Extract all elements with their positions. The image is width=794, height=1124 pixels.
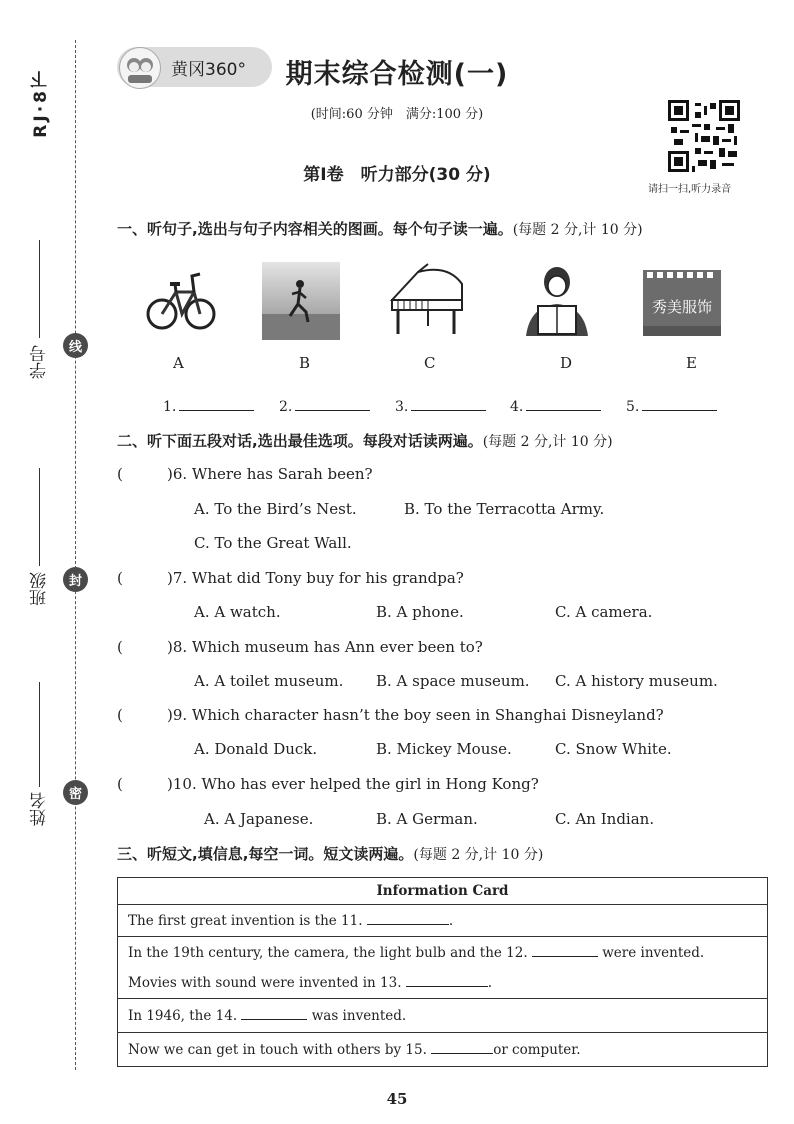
q6-option-b[interactable]: B. To the Terracotta Army. (404, 500, 605, 518)
question-10[interactable]: ( )10. Who has ever helped the girl in Hong Kong? (117, 775, 539, 793)
question-stem: )8. Which museum has Ann ever been to? (167, 638, 483, 656)
student-id-label: 学号 (30, 345, 50, 379)
question-stem: )9. Which character hasn’t the boy seen in Shanghai Disneyland? (167, 706, 664, 724)
class-label: 班级 (30, 572, 50, 606)
seal-seal-mark: 封 (63, 567, 88, 592)
part-title: 第Ⅰ卷 听力部分(30 分) (303, 165, 491, 185)
card-row-14 (118, 999, 768, 1033)
question-stem: )10. Who has ever helped the girl in Hong Kong? (167, 775, 539, 793)
piano-icon (388, 262, 466, 340)
blank-line[interactable] (179, 396, 254, 411)
q8-option-a[interactable]: A. A toilet museum. (194, 672, 344, 690)
row-text: Now we can get in touch with others by 15. (128, 1042, 427, 1058)
picture-letter-b: B (299, 354, 311, 372)
qr-caption: 请扫一扫,听力录音 (648, 184, 732, 195)
q9-option-c[interactable]: C. Snow White. (555, 740, 672, 758)
row-text-end: was invented. (311, 1008, 407, 1024)
section3-heading (117, 843, 543, 864)
answer-blank-4 (510, 396, 601, 415)
seal-secret-mark: 密 (63, 780, 88, 805)
blank-number: 4. (510, 399, 524, 415)
blank-number: 3. (395, 399, 409, 415)
bicycle-icon (142, 262, 220, 340)
q9-option-b[interactable]: B. Mickey Mouse. (376, 740, 512, 758)
blank-line[interactable] (411, 396, 486, 411)
row-text: In the 19th century, the camera, the light bulb and the 12. (128, 944, 528, 961)
blank-line[interactable] (642, 396, 717, 411)
seal-line-mark: 线 (63, 333, 88, 358)
blank-number: 2. (279, 399, 293, 415)
section3-heading-text: 三、听短文,填信息,每空一词。短文读两遍。 (117, 845, 414, 863)
row-text: The first great invention is the 11. (128, 913, 363, 929)
row-text-end: or computer. (493, 1042, 581, 1058)
q7-option-b[interactable]: B. A phone. (376, 603, 464, 621)
page-title: 期末综合检测(一) (285, 59, 509, 90)
answer-blank-3 (395, 396, 486, 415)
runner-photo (262, 262, 340, 340)
q7-option-a[interactable]: A. A watch. (194, 603, 281, 621)
section2-heading-text: 二、听下面五段对话,选出最佳选项。每段对话读两遍。 (117, 432, 483, 450)
answer-blank-1 (163, 396, 254, 415)
qr-code-icon[interactable] (668, 100, 740, 172)
blank-13[interactable] (406, 974, 488, 987)
q7-option-c[interactable]: C. A camera. (555, 603, 653, 621)
q6-option-c[interactable]: C. To the Great Wall. (194, 534, 352, 552)
brand-name: 黄冈360° (171, 60, 246, 80)
name-label: 姓名 (30, 792, 50, 826)
blank-14[interactable] (241, 1007, 307, 1020)
section3-note: (每题 2 分,计 10 分) (413, 847, 544, 863)
page-number: 45 (386, 1090, 408, 1108)
picture-letter-e: E (686, 354, 697, 372)
answer-blank-5 (626, 396, 717, 415)
card-row-15 (118, 1033, 768, 1067)
edition-code: RJ·8下 (31, 68, 51, 138)
row-text: Movies with sound were invented in 13. (128, 974, 402, 991)
q10-option-a[interactable]: A. A Japanese. (204, 810, 314, 828)
information-card (117, 877, 768, 1067)
card-title: Information Card (118, 878, 768, 905)
question-9[interactable]: ( )9. Which character hasn’t the boy seen in Shanghai Disneyland? (117, 706, 664, 724)
q10-option-c[interactable]: C. An Indian. (555, 810, 655, 828)
section2-heading (117, 430, 613, 451)
q6-option-a[interactable]: A. To the Bird’s Nest. (194, 500, 357, 518)
exam-time-score: (时间:60 分钟 满分:100 分) (310, 107, 484, 122)
q8-option-b[interactable]: B. A space museum. (376, 672, 530, 690)
row-text-end: . (487, 974, 493, 991)
class-line[interactable] (39, 468, 40, 566)
question-stem: )6. Where has Sarah been? (167, 465, 373, 483)
blank-12[interactable] (532, 944, 598, 957)
section1-heading (117, 218, 643, 239)
blank-line[interactable] (295, 396, 370, 411)
question-stem: )7. What did Tony buy for his grandpa? (167, 569, 464, 587)
student-id-line[interactable] (39, 240, 40, 338)
answer-blank-2 (279, 396, 370, 415)
card-row-11 (118, 905, 768, 937)
blank-number: 1. (163, 399, 177, 415)
row-text-end: were invented. (602, 944, 705, 961)
blank-11[interactable] (367, 912, 449, 925)
section1-heading-text: 一、听句子,选出与句子内容相关的图画。每个句子读一遍。 (117, 220, 513, 238)
card-row-12-13 (118, 937, 768, 999)
row-text: In 1946, the 14. (128, 1008, 238, 1024)
shop-sign-text: 秀美服饰 (651, 298, 713, 316)
blank-15[interactable] (431, 1041, 493, 1054)
section1-note: (每题 2 分,计 10 分) (512, 222, 643, 238)
section2-note: (每题 2 分,计 10 分) (482, 434, 613, 450)
reader-icon (518, 262, 596, 340)
question-7[interactable]: ( )7. What did Tony buy for his grandpa? (117, 569, 464, 587)
picture-letter-a: A (173, 354, 184, 372)
blank-line[interactable] (526, 396, 601, 411)
blank-number: 5. (626, 399, 640, 415)
picture-letter-d: D (560, 354, 573, 372)
q10-option-b[interactable]: B. A German. (376, 810, 478, 828)
question-8[interactable]: ( )8. Which museum has Ann ever been to? (117, 638, 483, 656)
binding-dashed-line (75, 40, 76, 1070)
name-line[interactable] (39, 682, 40, 787)
clothing-shop-sign (643, 262, 721, 340)
q8-option-c[interactable]: C. A history museum. (555, 672, 718, 690)
picture-letter-c: C (424, 354, 436, 372)
q9-option-a[interactable]: A. Donald Duck. (194, 740, 318, 758)
question-6[interactable]: ( )6. Where has Sarah been? (117, 465, 373, 483)
row-text-end: . (448, 913, 454, 929)
